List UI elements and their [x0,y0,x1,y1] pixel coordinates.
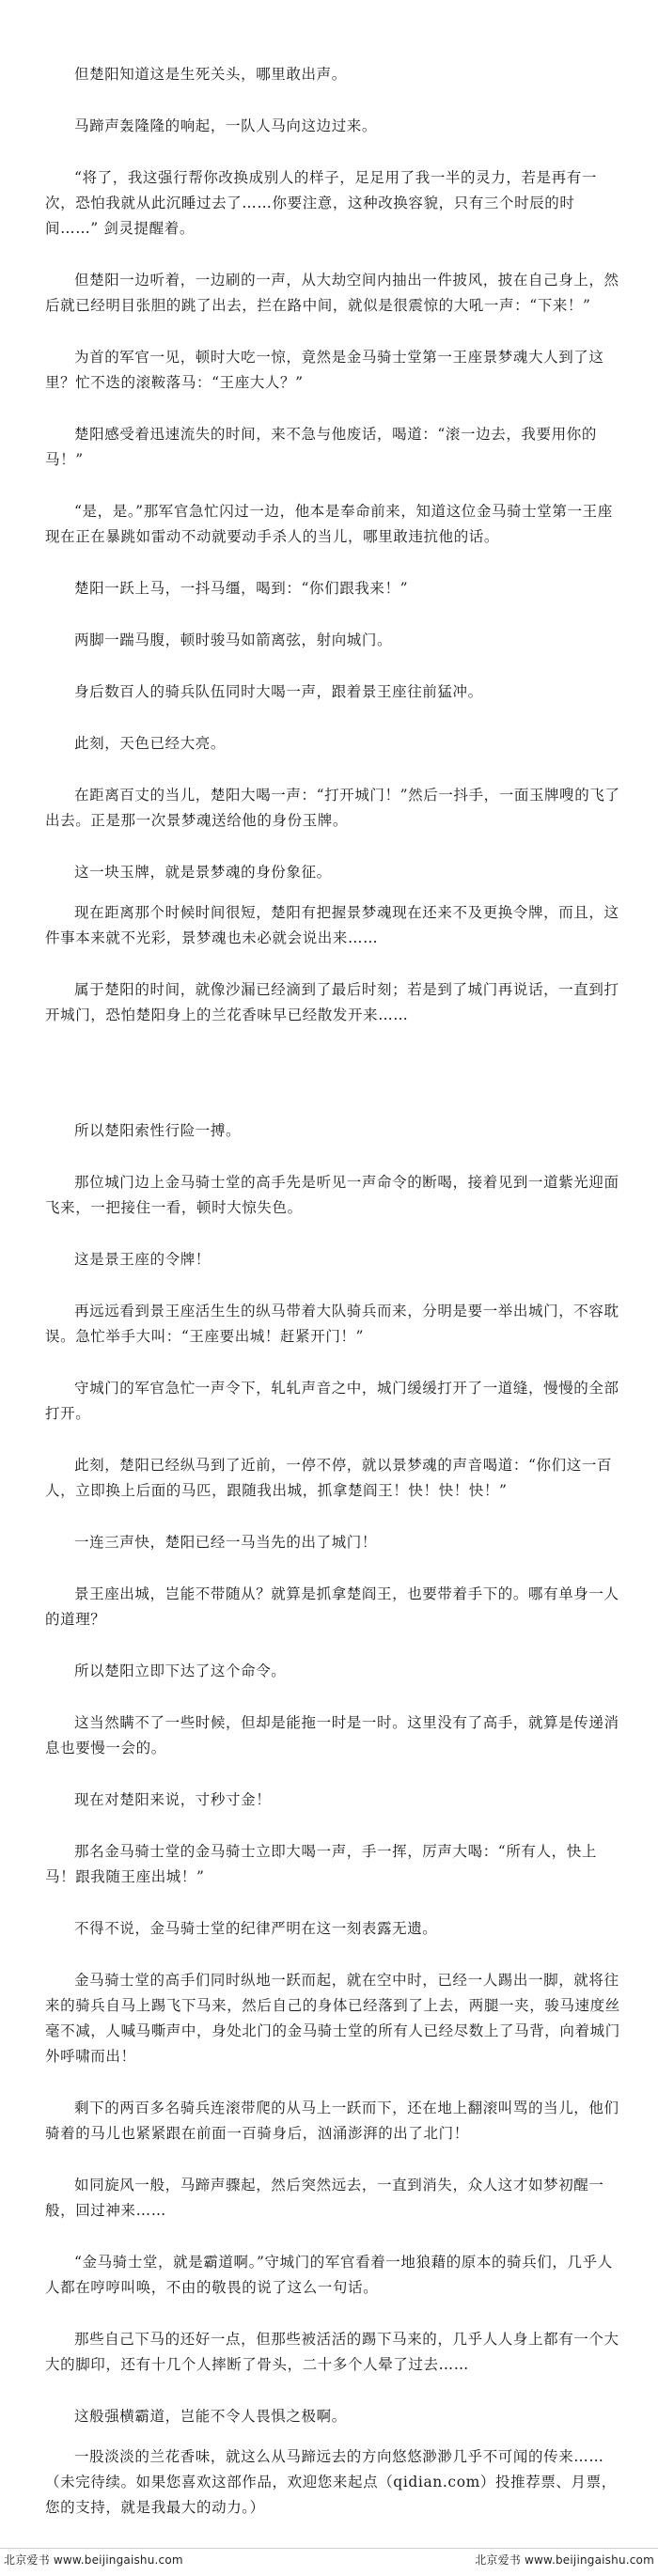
paragraph-29: 金马骑士堂的高手们同时纵地一跃而起，就在空中时，已经一人踢出一脚，就将往来的骑兵自马上踢飞下马来，然后自己的身体已经落到了上去，两腿一夹，骏马速度丝毫不减，人喊马嘶声中，身处北门的金马骑士堂的所有人已经尽数上了马背，向着城门外呼啸而出！ [45,1972,620,2065]
paragraph-24: 所以楚阳立即下达了这个命令。 [74,1663,287,1679]
paragraph-6: 楚阳感受着迅速流失的时间，来不急与他废话，喝道：“滚一边去，我要用你的马！” [45,426,597,468]
paragraph-7: “是，是。”那军官急忙闪过一边，他本是奉命前来，知道这位金马骑士堂第一王座现在正在暴跳如雷动不动就要动手杀人的当儿，哪里敢违抗他的话。 [45,503,613,545]
paragraph-14: 现在距离那个时候时间很短，楚阳有把握景梦魂现在还来不及更换令牌，而且，这件事本来就不光彩，景梦魂也未必就会说出来…… [45,904,619,946]
paragraph-27: 那名金马骑士堂的金马骑士立即大喝一声，手一挥，厉声大喝：“所有人，快上马！跟我随王座出城！” [45,1843,597,1885]
paragraph-28: 不得不说，金马骑士堂的纪律严明在这一刻表露无遗。 [74,1920,438,1937]
paragraph-32: “金马骑士堂，就是霸道啊。”守城门的军官看着一地狼藉的原本的骑兵们，几乎人人都在哼哼叫唤，不由的敬畏的说了这么一句话。 [45,2254,613,2296]
paragraph-8: 楚阳一跃上马，一抖马缰，喝到：“你们跟我来！” [74,580,409,597]
paragraph-23: 景王座出城，岂能不带随从？就算是抓拿楚阎王，也要带着手下的。哪有单身一人的道理？ [45,1585,619,1628]
page-footer [0,2552,658,2570]
paragraph-1: 但楚阳知道这是生死关头，哪里敢出声。 [74,66,347,83]
footer-watermark-right: 北京爱书 www.beijingaishu.com [475,2553,654,2567]
paragraph-5: 为首的军官一见，顿时大吃一惊，竟然是金马骑士堂第一王座景梦魂大人到了这里？忙不迭的滚鞍落马：“王座大人？” [45,349,604,391]
paragraph-17: 那位城门边上金马骑士堂的高手先是听见一声命令的断喝，接着见到一道紫光迎面飞来，一把接住一看，顿时大惊失色。 [45,1174,619,1216]
paragraph-33: 那些自己下马的还好一点，但那些被活活的踢下马来的，几乎人人身上都有一个大大的脚印，还有十几个人摔断了骨头，二十多个人晕了过去…… [45,2331,619,2373]
paragraph-3: “将了，我这强行帮你改换成别人的样子，足足用了我一半的灵力，若是再有一次，恐怕我就从此沉睡过去了……你要注意，这种改换容貌，只有三个时辰的时间……” 剑灵提醒着。 [45,169,597,237]
paragraph-30: 剩下的两百多名骑兵连滚带爬的从马上一跃而下，还在地上翻滚叫骂的当儿，他们骑着的马儿也紧紧跟在前面一百骑身后，汹涌澎湃的出了北门！ [45,2100,619,2142]
paragraph-12: 在距离百丈的当儿，楚阳大喝一声：“打开城门！”然后一抖手，一面玉牌嗖的飞了出去。正是那一次景梦魂送给他的身份玉牌。 [45,787,620,829]
paragraph-31: 如同旋风一般，马蹄声骤起，然后突然远去，一直到消失，众人这才如梦初醒一般，回过神来…… [45,2177,604,2219]
paragraph-11: 此刻，天色已经大亮。 [74,735,227,752]
paragraph-9: 两脚一踹马腹，顿时骏马如箭离弦，射向城门。 [74,632,393,648]
paragraph-35: 一股淡淡的兰花香味，就这么从马蹄远去的方向悠悠渺渺几乎不可闻的传来……（未完待续。如果您喜欢这部作品，欢迎您来起点（qidian.com）投推荐票、月票，您的支持，就是我最大的动力。） [45,2448,617,2516]
paragraph-16: 所以楚阳索性行险一搏。 [74,1122,242,1139]
paragraph-26: 现在对楚阳来说，寸秒寸金！ [74,1791,272,1808]
paragraph-4: 但楚阳一边听着，一边刷的一声，从大劫空间内抽出一件披风，披在自己身上，然后就已经明目张胆的跳了出去，拦在路中间，就似是很震惊的大吼一声：“下来！” [45,272,619,314]
paragraph-10: 身后数百人的骑兵队伍同时大喝一声，跟着景王座往前猛冲。 [74,683,483,700]
paragraph-18: 这是景王座的令牌！ [74,1251,211,1268]
footer-watermark-left: 北京爱书 www.beijingaishu.com [4,2553,183,2567]
paragraph-34: 这般强横霸道，岂能不令人畏惧之极啊。 [74,2408,347,2425]
paragraph-13: 这一块玉牌，就是景梦魂的身份象征。 [74,864,332,881]
paragraph-15: 属于楚阳的时间，就像沙漏已经滴到了最后时刻；若是到了城门再说话，一直到打开城门，恐怕楚阳身上的兰花香味早已经散发开来…… [45,981,619,1023]
footer-divider [0,2548,658,2549]
paragraph-21: 此刻，楚阳已经纵马到了近前，一停不停，就以景梦魂的声音喝道：“你们这一百人，立即换上后面的马匹，跟随我出城，抓拿楚阎王！快！快！快！” [45,1457,613,1499]
chapter-text [45,62,620,2547]
paragraph-19: 再远远看到景王座活生生的纵马带着大队骑兵而来，分明是要一举出城门，不容耽误。急忙举手大叫：“王座要出城！赶紧开门！” [45,1303,619,1345]
paragraph-22: 一连三声快，楚阳已经一马当先的出了城门！ [74,1534,378,1551]
paragraph-25: 这当然瞒不了一些时候，但却是能拖一时是一时。这里没有了高手，就算是传递消息也要慢一会的。 [45,1714,619,1756]
paragraph-2: 马蹄声轰隆隆的响起，一队人马向这边过来。 [74,117,378,134]
paragraph-20: 守城门的军官急忙一声令下，轧轧声音之中，城门缓缓打开了一道缝，慢慢的全部打开。 [45,1380,619,1422]
